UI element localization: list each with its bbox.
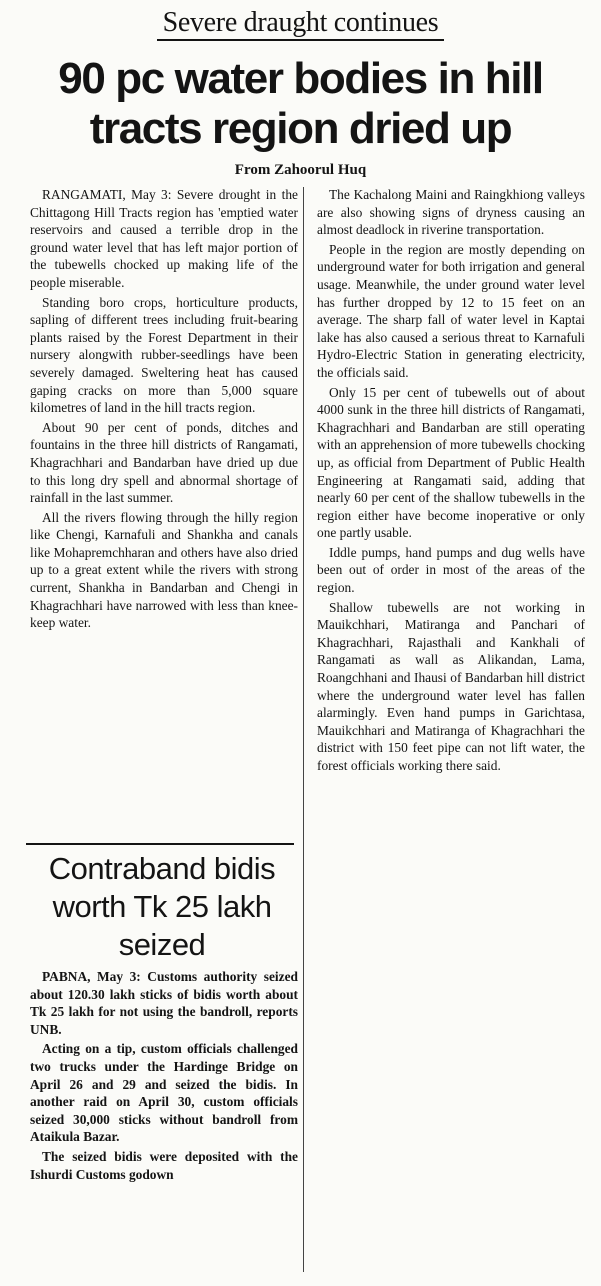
byline: From Zahoorul Huq bbox=[234, 162, 367, 178]
article-paragraph: RANGAMATI, May 3: Severe drought in the Chittagong Hill Tracts region has 'emptied water reservoirs and caused a terrible drop in the ground water level that has left major portion of the tubewells chocked up making life of the people miserable. bbox=[30, 187, 298, 290]
brief-headline: Contraband bidis worth Tk 25 lakh seized bbox=[48, 851, 276, 962]
brief-paragraph: Acting on a tip, custom officials challenged two trucks under the Hardinge Bridge on April 26 and 29 and seized the bidis. In another raid on April 30, custom officials seized 30,000 sticks without bandroll from Ataikula Bazar. bbox=[30, 1041, 298, 1145]
article-paragraph: People in the region are mostly depending on underground water for both irrigation and general usage. Meanwhile, the under ground water level has further dropped by 12 to 15 feet on an average. The sharp fall of water level in Kaptai lake has also caused a serious threat to Karnafuli Hydro-Electric Station in generating electricity, the officials said. bbox=[317, 241, 585, 380]
article-column-left bbox=[30, 186, 298, 632]
article-paragraph: About 90 per cent of ponds, ditches and fountains in the three hill districts of Rangamati, Khagrachhari and Bandarban have dried up due to this long dry spell and abnormal shortage of rainfall in the last summer. bbox=[30, 419, 298, 506]
brief-paragraph: PABNA, May 3: Customs authority seized about 120.30 lakh sticks of bidis worth about Tk 25 lakh for not using the bandroll, reports UNB. bbox=[30, 969, 298, 1037]
kicker-text: Severe draught continues bbox=[157, 7, 445, 41]
article-paragraph: Standing boro crops, horticulture products, sapling of different trees including fruit-bearing plants raised by the Forest Department in their nursery alongwith rubber-seedlings have been severely damaged. Sweltering heat has caused gaping cracks on more than 5,000 square kilometres of land in the hill tracts region. bbox=[30, 294, 298, 416]
kicker bbox=[0, 6, 601, 40]
article-column-right bbox=[317, 186, 585, 775]
story-separator bbox=[26, 843, 294, 845]
article-paragraph: All the rivers flowing through the hilly region like Chengi, Karnafuli and Shankha and canals like Mohapremchharan and others have also dried up to a great extent while the rivers with strong current, Shankha in Bandarban and Chengi in Khagrachhari have narrowed with less than knee-keep water. bbox=[30, 509, 298, 631]
article-paragraph: Iddle pumps, hand pumps and dug wells have been out of order in most of the areas of the region. bbox=[317, 544, 585, 596]
brief-column bbox=[30, 968, 298, 1183]
column-divider bbox=[303, 187, 304, 1272]
article-paragraph: The Kachalong Maini and Raingkhiong valleys are also showing signs of dryness causing an almost deadlock in riverine transportation. bbox=[317, 187, 585, 238]
brief-paragraph: The seized bidis were deposited with the Ishurdi Customs godown bbox=[30, 1148, 298, 1182]
headline: 90 pc water bodies in hill tracts region dried up bbox=[58, 54, 543, 153]
article-paragraph: Only 15 per cent of tubewells out of about 4000 sunk in the three hill districts of Rangamati, Khagrachhari and Bandarban are still operating with an apprehension of more tubewells chocking up, as official from Department of Public Health Engineering at Rangamati said, adding that nearly 60 per cent of the shallow tubewells in the region either have become inoperative or only one partly usable. bbox=[317, 384, 585, 541]
article-paragraph: Shallow tubewells are not working in Mauikchhari, Matiranga and Panchari of Khagrachhari, Rajasthali and Kankhali of Rangamati as wall as Alikandan, Lama, Roangchhani and Ihausi of Bandarban hill district where the underground water level has fallen alarmingly. Even hand pumps in Garichtasa, Mauikchhari and Matiranga of Khagrachhari the district with 150 feet pipe can not lift water, the forest officials working there said. bbox=[317, 599, 585, 773]
